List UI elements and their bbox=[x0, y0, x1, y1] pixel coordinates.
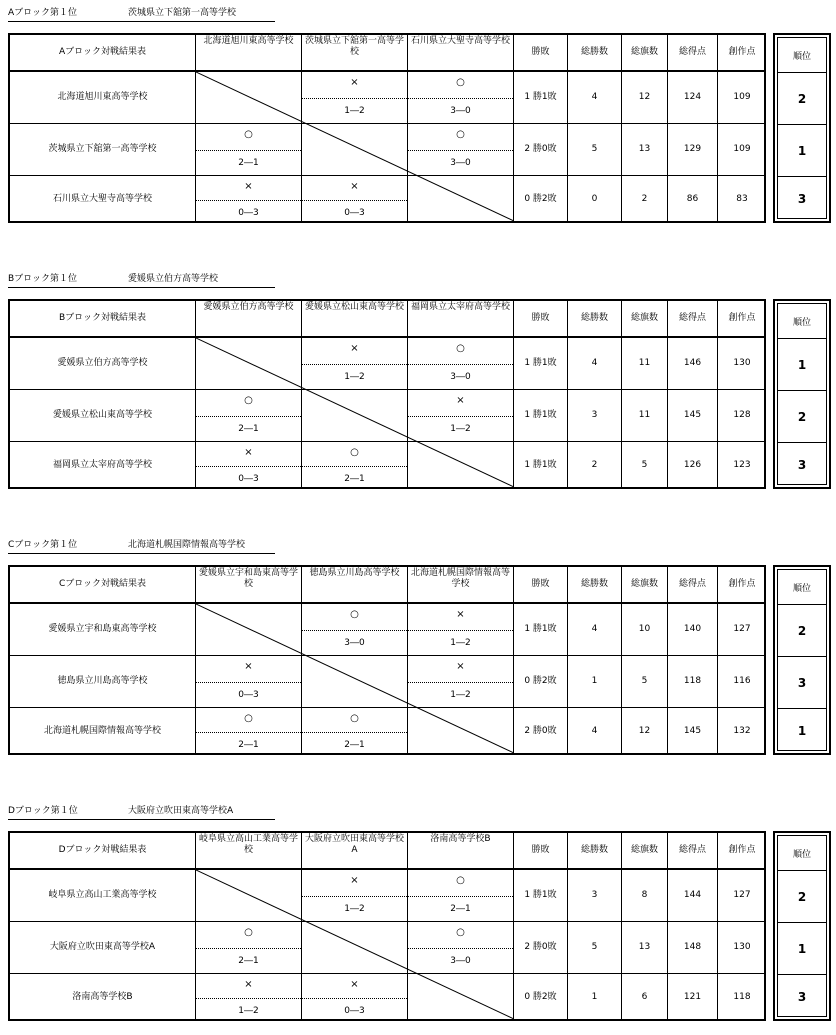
stat-header: 総得点 bbox=[668, 301, 718, 338]
stat-wins: 1 bbox=[568, 656, 622, 708]
opponent-header: 徳島県立川島高等学校 bbox=[302, 567, 408, 604]
stat-header: 総勝数 bbox=[568, 567, 622, 604]
stat-header: 創作点 bbox=[718, 35, 766, 72]
stat-wins: 4 bbox=[568, 72, 622, 124]
match-score: 3―0 bbox=[450, 956, 471, 966]
rank-value: 3 bbox=[797, 191, 807, 206]
stat-wins: 3 bbox=[568, 870, 622, 922]
rank-value: 3 bbox=[797, 457, 807, 472]
rank-column bbox=[773, 33, 831, 223]
win-mark: ○ bbox=[350, 713, 359, 724]
stat-points: 145 bbox=[668, 390, 718, 442]
stat-header: 勝敗 bbox=[514, 833, 568, 870]
stat-header: 総得点 bbox=[668, 35, 718, 72]
stat-creative: 116 bbox=[718, 656, 766, 708]
block-winner: 北海道札幌国際情報高等学校 bbox=[128, 540, 246, 550]
block-winner: 大阪府立吹田東高等学校A bbox=[128, 806, 234, 816]
rank-column-inner bbox=[777, 835, 827, 1017]
win-mark: ○ bbox=[350, 447, 359, 458]
win-mark: ○ bbox=[456, 343, 465, 354]
stat-header: 勝敗 bbox=[514, 35, 568, 72]
opponent-header: 福岡県立太宰府高等学校 bbox=[408, 301, 514, 338]
diagonal-line bbox=[196, 604, 514, 753]
win-mark: ○ bbox=[350, 609, 359, 620]
table-title: Dブロック対戦結果表 bbox=[10, 833, 196, 870]
team-name: 愛媛県立宇和島東高等学校 bbox=[10, 604, 196, 656]
table-title: Aブロック対戦結果表 bbox=[10, 35, 196, 72]
match-score: 0―3 bbox=[344, 1006, 365, 1016]
opponent-header: 愛媛県立松山東高等学校 bbox=[302, 301, 408, 338]
rank-header: 順位 bbox=[778, 570, 826, 605]
loss-mark: × bbox=[244, 661, 253, 672]
loss-mark: × bbox=[350, 77, 359, 88]
match-score: 0―3 bbox=[238, 690, 259, 700]
rank-value: 1 bbox=[778, 923, 826, 975]
team-name: 茨城県立下舘第一高等学校 bbox=[10, 124, 196, 176]
stat-flags: 13 bbox=[622, 922, 668, 974]
stat-wins: 4 bbox=[568, 604, 622, 656]
team-name: 洛南高等学校B bbox=[10, 974, 196, 1021]
stat-flags: 12 bbox=[622, 708, 668, 755]
rank-value: 1 bbox=[778, 339, 826, 391]
stat-header: 総勝数 bbox=[568, 301, 622, 338]
block-heading bbox=[8, 805, 275, 820]
stat-wins: 5 bbox=[568, 124, 622, 176]
team-name: 北海道旭川東高等学校 bbox=[10, 72, 196, 124]
rank-value: 3 bbox=[797, 989, 807, 1004]
match-score: 3―0 bbox=[450, 372, 471, 382]
stat-creative: 123 bbox=[733, 460, 751, 470]
rank-column-inner bbox=[777, 37, 827, 219]
win-mark: ○ bbox=[456, 129, 465, 140]
opponent-header: 北海道旭川東高等学校 bbox=[196, 35, 302, 72]
table-title: Cブロック対戦結果表 bbox=[10, 567, 196, 604]
stat-record: 1 勝1敗 bbox=[514, 604, 568, 656]
team-name: 岐阜県立高山工業高等学校 bbox=[10, 870, 196, 922]
stat-header: 総勝数 bbox=[568, 833, 622, 870]
stat-record: 0 勝2敗 bbox=[514, 176, 568, 223]
stat-wins: 4 bbox=[568, 338, 622, 390]
stat-creative: 130 bbox=[718, 922, 766, 974]
stat-points: 124 bbox=[668, 72, 718, 124]
match-score: 0―3 bbox=[238, 474, 259, 484]
block-heading bbox=[8, 273, 275, 288]
stat-header: 総得点 bbox=[668, 833, 718, 870]
loss-mark: × bbox=[456, 395, 465, 406]
stat-wins: 2 bbox=[568, 442, 622, 489]
block-a bbox=[8, 7, 832, 237]
stat-header: 総旗数 bbox=[622, 567, 668, 604]
block-label: Cブロック第１位 bbox=[8, 540, 78, 550]
team-name: 石川県立大聖寺高等学校 bbox=[10, 176, 196, 223]
stat-wins: 0 bbox=[568, 176, 622, 223]
rank-value: 2 bbox=[778, 391, 826, 443]
block-b bbox=[8, 273, 832, 503]
team-name: 愛媛県立松山東高等学校 bbox=[10, 390, 196, 442]
loss-mark: × bbox=[350, 343, 359, 354]
stat-flags: 11 bbox=[622, 390, 668, 442]
opponent-header: 洛南高等学校B bbox=[408, 833, 514, 870]
team-name: 大阪府立吹田東高等学校A bbox=[10, 922, 196, 974]
table-title: Bブロック対戦結果表 bbox=[10, 301, 196, 338]
win-mark: ○ bbox=[456, 875, 465, 886]
stat-creative: 130 bbox=[718, 338, 766, 390]
stat-record: 2 勝0敗 bbox=[514, 708, 568, 755]
rank-header: 順位 bbox=[778, 836, 826, 871]
stat-header: 創作点 bbox=[718, 833, 766, 870]
stat-points: 140 bbox=[668, 604, 718, 656]
stat-creative: 109 bbox=[718, 124, 766, 176]
match-score: 3―0 bbox=[344, 638, 365, 648]
rank-value: 2 bbox=[778, 871, 826, 923]
opponent-header: 大阪府立吹田東高等学校A bbox=[302, 833, 408, 870]
rank-header: 順位 bbox=[778, 38, 826, 73]
stat-points: 121 bbox=[668, 974, 718, 1021]
stat-creative: 118 bbox=[733, 992, 751, 1002]
stat-points: 146 bbox=[668, 338, 718, 390]
match-score: 2―1 bbox=[238, 740, 259, 750]
opponent-header: 岐阜県立高山工業高等学校 bbox=[196, 833, 302, 870]
stat-creative: 132 bbox=[733, 726, 751, 736]
rank-value: 1 bbox=[778, 125, 826, 177]
stat-flags: 12 bbox=[622, 72, 668, 124]
results-table bbox=[8, 831, 766, 1021]
block-d bbox=[8, 805, 832, 1035]
stat-flags: 11 bbox=[622, 338, 668, 390]
opponent-header: 愛媛県立伯方高等学校 bbox=[196, 301, 302, 338]
stat-header: 勝敗 bbox=[514, 301, 568, 338]
diagonal-line bbox=[196, 870, 514, 1019]
loss-mark: × bbox=[350, 979, 359, 990]
stat-creative: 109 bbox=[718, 72, 766, 124]
match-score: 0―3 bbox=[344, 208, 365, 218]
stat-flags: 10 bbox=[622, 604, 668, 656]
match-score: 2―1 bbox=[238, 956, 259, 966]
match-score: 3―0 bbox=[450, 106, 471, 116]
loss-mark: × bbox=[244, 181, 253, 192]
loss-mark: × bbox=[350, 181, 359, 192]
stat-flags: 13 bbox=[622, 124, 668, 176]
stat-points: 86 bbox=[668, 176, 718, 223]
stat-record: 1 勝1敗 bbox=[514, 870, 568, 922]
rank-column bbox=[773, 565, 831, 755]
win-mark: ○ bbox=[244, 927, 253, 938]
opponent-header: 石川県立大聖寺高等学校 bbox=[408, 35, 514, 72]
rank-column bbox=[773, 299, 831, 489]
rank-header: 順位 bbox=[778, 304, 826, 339]
stat-header: 勝敗 bbox=[514, 567, 568, 604]
stat-creative: 128 bbox=[718, 390, 766, 442]
opponent-header: 北海道札幌国際情報高等学校 bbox=[408, 567, 514, 604]
team-name: 徳島県立川島高等学校 bbox=[10, 656, 196, 708]
block-winner: 茨城県立下舘第一高等学校 bbox=[128, 8, 237, 18]
opponent-header: 愛媛県立宇和島東高等学校 bbox=[196, 567, 302, 604]
stat-header: 創作点 bbox=[718, 567, 766, 604]
match-score: 1―2 bbox=[450, 638, 471, 648]
stat-header: 総勝数 bbox=[568, 35, 622, 72]
stat-flags: 6 bbox=[622, 974, 668, 1021]
win-mark: ○ bbox=[244, 395, 253, 406]
stat-header: 総旗数 bbox=[622, 301, 668, 338]
stat-flags: 2 bbox=[622, 176, 668, 223]
rank-value: 2 bbox=[778, 605, 826, 657]
team-name: 福岡県立太宰府高等学校 bbox=[10, 442, 196, 489]
stat-record: 0 勝2敗 bbox=[514, 656, 568, 708]
results-table bbox=[8, 299, 766, 489]
opponent-header: 茨城県立下舘第一高等学校 bbox=[302, 35, 408, 72]
match-score: 3―0 bbox=[450, 158, 471, 168]
block-heading bbox=[8, 7, 275, 22]
stat-record: 1 勝1敗 bbox=[514, 72, 568, 124]
win-mark: ○ bbox=[456, 927, 465, 938]
results-table bbox=[8, 565, 766, 755]
match-score: 2―1 bbox=[450, 904, 471, 914]
stat-record: 1 勝1敗 bbox=[514, 338, 568, 390]
match-score: 1―2 bbox=[238, 1006, 259, 1016]
rank-column-inner bbox=[777, 569, 827, 751]
block-label: Dブロック第１位 bbox=[8, 806, 78, 816]
rank-value: 2 bbox=[778, 73, 826, 125]
block-label: Bブロック第１位 bbox=[8, 274, 77, 284]
stat-record: 2 勝0敗 bbox=[514, 124, 568, 176]
match-score: 1―2 bbox=[344, 372, 365, 382]
stat-wins: 3 bbox=[568, 390, 622, 442]
stat-creative: 83 bbox=[736, 194, 748, 204]
stat-flags: 5 bbox=[622, 656, 668, 708]
stat-points: 148 bbox=[668, 922, 718, 974]
loss-mark: × bbox=[244, 447, 253, 458]
stat-wins: 1 bbox=[568, 974, 622, 1021]
loss-mark: × bbox=[456, 609, 465, 620]
rank-value: 3 bbox=[778, 657, 826, 709]
stat-creative: 127 bbox=[718, 870, 766, 922]
match-score: 1―2 bbox=[344, 106, 365, 116]
rank-column bbox=[773, 831, 831, 1021]
team-name: 愛媛県立伯方高等学校 bbox=[10, 338, 196, 390]
stat-header: 総得点 bbox=[668, 567, 718, 604]
diagonal-line bbox=[196, 72, 514, 221]
stat-record: 0 勝2敗 bbox=[514, 974, 568, 1021]
match-score: 2―1 bbox=[344, 474, 365, 484]
stat-record: 1 勝1敗 bbox=[514, 390, 568, 442]
block-winner: 愛媛県立伯方高等学校 bbox=[128, 274, 219, 284]
stat-flags: 8 bbox=[622, 870, 668, 922]
match-score: 2―1 bbox=[238, 158, 259, 168]
stat-points: 145 bbox=[668, 708, 718, 755]
stat-record: 1 勝1敗 bbox=[514, 442, 568, 489]
stat-flags: 5 bbox=[622, 442, 668, 489]
stat-points: 118 bbox=[668, 656, 718, 708]
win-mark: ○ bbox=[456, 77, 465, 88]
stat-points: 144 bbox=[668, 870, 718, 922]
match-score: 2―1 bbox=[344, 740, 365, 750]
block-label: Aブロック第１位 bbox=[8, 8, 77, 18]
stat-header: 総旗数 bbox=[622, 833, 668, 870]
stat-creative: 127 bbox=[718, 604, 766, 656]
match-score: 0―3 bbox=[238, 208, 259, 218]
win-mark: ○ bbox=[244, 713, 253, 724]
loss-mark: × bbox=[244, 979, 253, 990]
block-heading bbox=[8, 539, 275, 554]
block-c bbox=[8, 539, 832, 769]
stat-points: 126 bbox=[668, 442, 718, 489]
results-table bbox=[8, 33, 766, 223]
diagonal-line bbox=[196, 338, 514, 487]
stat-wins: 4 bbox=[568, 708, 622, 755]
stat-header: 総旗数 bbox=[622, 35, 668, 72]
loss-mark: × bbox=[456, 661, 465, 672]
stat-header: 創作点 bbox=[718, 301, 766, 338]
rank-value: 1 bbox=[797, 723, 807, 738]
match-score: 1―2 bbox=[344, 904, 365, 914]
stat-points: 129 bbox=[668, 124, 718, 176]
stat-wins: 5 bbox=[568, 922, 622, 974]
loss-mark: × bbox=[350, 875, 359, 886]
match-score: 2―1 bbox=[238, 424, 259, 434]
match-score: 1―2 bbox=[450, 690, 471, 700]
win-mark: ○ bbox=[244, 129, 253, 140]
team-name: 北海道札幌国際情報高等学校 bbox=[10, 708, 196, 755]
rank-column-inner bbox=[777, 303, 827, 485]
stat-record: 2 勝0敗 bbox=[514, 922, 568, 974]
match-score: 1―2 bbox=[450, 424, 471, 434]
